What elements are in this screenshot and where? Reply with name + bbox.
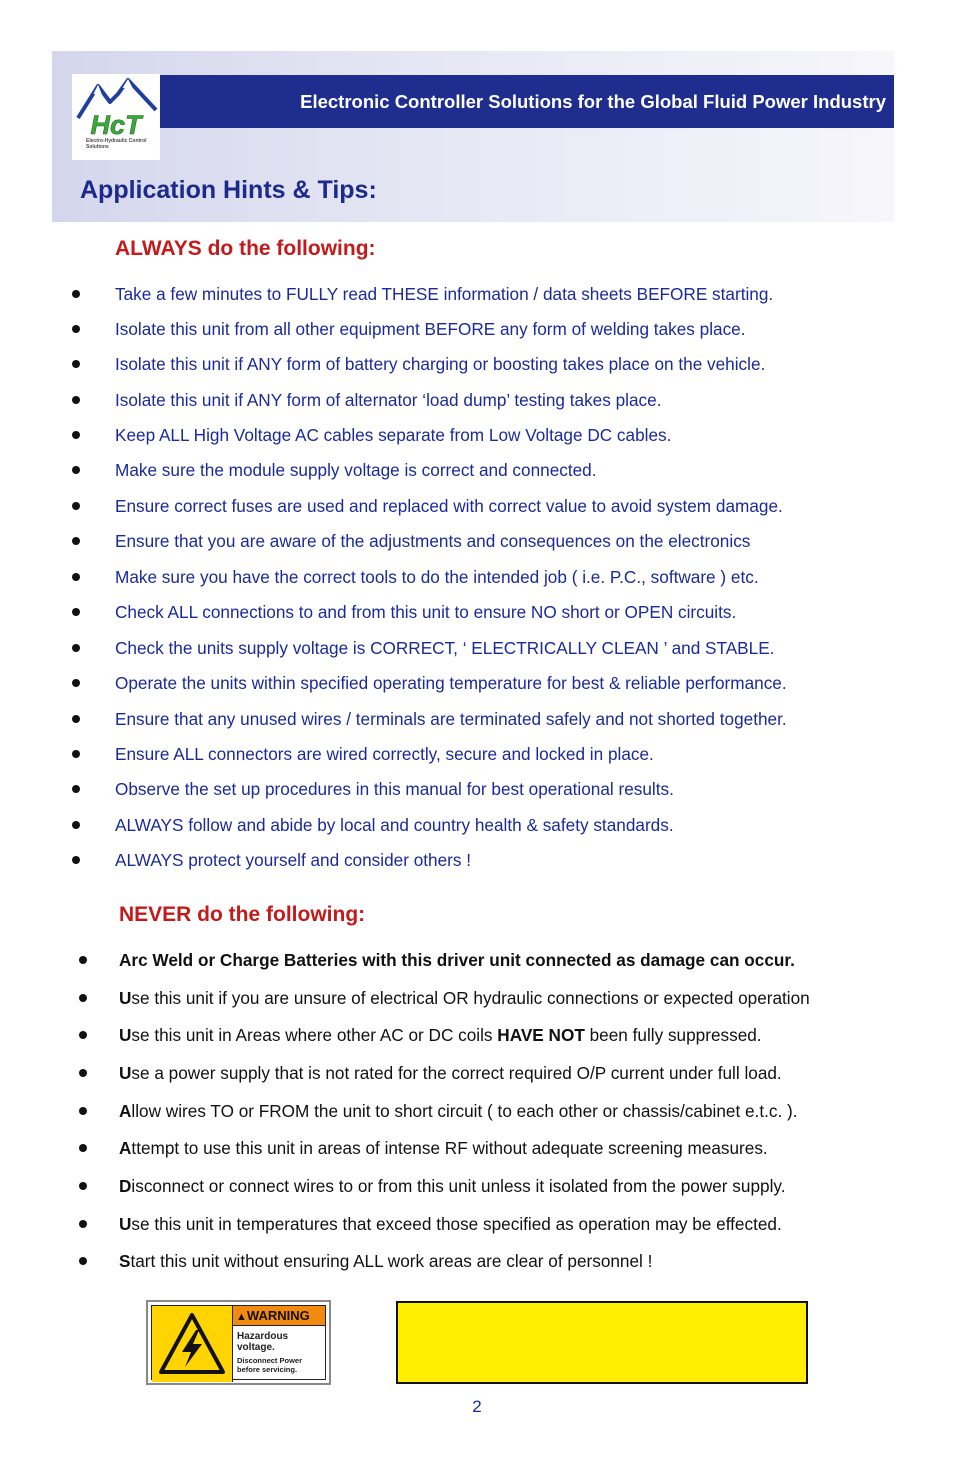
list-item	[0, 600, 920, 624]
bullet-icon	[72, 360, 80, 368]
bullet-icon	[72, 608, 80, 616]
list-item	[0, 948, 940, 972]
tagline-bar	[160, 75, 894, 128]
list-item-rest: tart this unit without ensuring ALL work areas are clear of personnel !	[130, 1251, 653, 1271]
list-item	[0, 813, 920, 837]
list-item-text: Ensure ALL connectors are wired correctly, secure and locked in place.	[115, 744, 654, 764]
list-item	[0, 707, 920, 731]
initial-letter: U	[119, 1063, 132, 1083]
list-item	[0, 1099, 940, 1123]
bullet-icon	[72, 679, 80, 687]
warning-heading-text: WARNING	[246, 1308, 310, 1323]
list-item-text	[119, 988, 810, 1009]
list-item-rest: llow wires TO or FROM the unit to short circuit ( to each other or chassis/cabinet e.t.c. ).	[131, 1101, 798, 1121]
list-item-text	[119, 1214, 782, 1235]
list-item	[0, 636, 920, 660]
list-item-text: Make sure you have the correct tools to do the intended job ( i.e. P.C., software ) etc.	[115, 567, 759, 587]
bullet-icon	[72, 750, 80, 758]
list-item-text: Isolate this unit from all other equipment BEFORE any form of welding takes place.	[115, 319, 746, 339]
list-item	[0, 529, 920, 553]
always-heading: ALWAYS do the following:	[115, 237, 376, 260]
list-item	[0, 671, 920, 695]
initial-letter: U	[119, 988, 132, 1008]
yellow-notice-box	[396, 1301, 808, 1384]
initial-letter: S	[119, 1251, 131, 1271]
initial-letter: A	[119, 1101, 132, 1121]
bullet-icon	[79, 956, 87, 964]
bullet-icon	[72, 502, 80, 510]
bullet-icon	[72, 715, 80, 723]
list-item-text: Isolate this unit if ANY form of battery charging or boosting takes place on the vehicle.	[115, 354, 766, 374]
warning-text-secondary: Disconnect Power before servicing.	[237, 1356, 303, 1374]
list-item	[0, 423, 920, 447]
bullet-icon	[72, 785, 80, 793]
list-item	[0, 742, 920, 766]
list-item-rest: ttempt to use this unit in areas of intense RF without adequate screening measures.	[131, 1138, 768, 1158]
bullet-icon	[72, 466, 80, 474]
list-item	[0, 1136, 940, 1160]
list-item-text	[119, 1063, 782, 1084]
list-item-rest: se this unit if you are unsure of electrical OR hydraulic connections or expected operation	[131, 988, 810, 1008]
list-item	[0, 282, 920, 306]
warning-triangle-icon: ▲	[236, 1311, 247, 1323]
list-item	[0, 1174, 940, 1198]
list-item-text: Ensure that any unused wires / terminals are terminated safely and not shorted together.	[115, 709, 787, 729]
bullet-icon	[79, 1069, 87, 1077]
list-item-text: Isolate this unit if ANY form of alternator ‘load dump’ testing takes place.	[115, 390, 662, 410]
initial-letter: D	[119, 1176, 132, 1196]
list-item-text: Ensure correct fuses are used and replaced with correct value to avoid system damage.	[115, 496, 783, 516]
list-item-text: Make sure the module supply voltage is correct and connected.	[115, 460, 597, 480]
never-heading: NEVER do the following:	[119, 903, 366, 926]
bullet-icon	[72, 537, 80, 545]
warning-text-primary: Hazardous voltage.	[237, 1331, 289, 1353]
electric-shock-icon	[158, 1312, 226, 1376]
list-item-text: Keep ALL High Voltage AC cables separate from Low Voltage DC cables.	[115, 425, 672, 445]
warning-heading	[233, 1306, 325, 1326]
bullet-icon	[79, 994, 87, 1002]
list-item	[0, 494, 920, 518]
list-item-text: Check the units supply voltage is CORRECT, ‘ ELECTRICALLY CLEAN ’ and STABLE.	[115, 638, 775, 658]
warning-icon-panel	[152, 1306, 233, 1382]
bullet-icon	[79, 1107, 87, 1115]
list-item-text: Arc Weld or Charge Batteries with this driver unit connected as damage can occur.	[119, 950, 795, 970]
list-item-text: ALWAYS protect yourself and consider others !	[115, 850, 472, 870]
list-item	[0, 777, 920, 801]
list-item-mid: se this unit in Areas where other AC or DC coils	[131, 1025, 498, 1045]
list-item	[0, 1249, 940, 1273]
bullet-icon	[72, 644, 80, 652]
list-item	[0, 352, 920, 376]
bullet-icon	[72, 290, 80, 298]
company-logo	[72, 74, 160, 160]
list-item	[0, 565, 920, 589]
bullet-icon	[79, 1144, 87, 1152]
list-item	[0, 986, 940, 1010]
initial-letter: U	[119, 1025, 132, 1045]
list-item-text: Observe the set up procedures in this manual for best operational results.	[115, 779, 674, 799]
bullet-icon	[72, 396, 80, 404]
emphasis-text: HAVE NOT	[497, 1025, 585, 1045]
list-item-text: Check ALL connections to and from this unit to ensure NO short or OPEN circuits.	[115, 602, 737, 622]
list-item-text	[119, 1251, 652, 1272]
bullet-icon	[79, 1031, 87, 1039]
list-item	[0, 1212, 940, 1236]
bullet-icon	[72, 573, 80, 581]
list-item-rest: been fully suppressed.	[584, 1025, 762, 1045]
list-item-rest: se a power supply that is not rated for the correct required O/P current under full load.	[131, 1063, 782, 1083]
hazardous-voltage-warning-label	[146, 1300, 331, 1385]
list-item	[0, 1023, 940, 1047]
list-item-text: Take a few minutes to FULLY read THESE information / data sheets BEFORE starting.	[115, 284, 774, 304]
logo-text: HcT	[90, 110, 142, 140]
list-item	[0, 1061, 940, 1085]
list-item	[0, 388, 920, 412]
list-item	[0, 848, 920, 872]
bullet-icon	[79, 1257, 87, 1265]
warning-label-frame	[151, 1305, 326, 1380]
list-item	[0, 317, 920, 341]
initial-letter: A	[119, 1138, 132, 1158]
list-item-rest: se this unit in temperatures that exceed those specified as operation may be effected.	[131, 1214, 782, 1234]
bullet-icon	[72, 856, 80, 864]
list-item-text	[119, 1025, 762, 1046]
list-item-text	[119, 1138, 768, 1159]
list-item-text: Operate the units within specified operating temperature for best & reliable performance.	[115, 673, 787, 693]
list-item-text	[119, 1101, 798, 1122]
page-title: Application Hints & Tips:	[80, 176, 377, 204]
page-number: 2	[472, 1397, 482, 1416]
list-item	[0, 458, 920, 482]
list-item-text: Ensure that you are aware of the adjustments and consequences on the electronics	[115, 531, 751, 551]
initial-letter: U	[119, 1214, 132, 1234]
bullet-icon	[72, 431, 80, 439]
logo-subtext: Electro-Hydraulic Control Solutions	[86, 138, 147, 150]
bullet-icon	[72, 821, 80, 829]
tagline: Electronic Controller Solutions for the Global Fluid Power Industry	[300, 90, 886, 112]
bullet-icon	[79, 1182, 87, 1190]
list-item-text	[119, 1176, 785, 1197]
list-item-text: ALWAYS follow and abide by local and country health & safety standards.	[115, 815, 674, 835]
list-item-rest: isconnect or connect wires to or from this unit unless it isolated from the power supply.	[131, 1176, 786, 1196]
bullet-icon	[72, 325, 80, 333]
bullet-icon	[79, 1220, 87, 1228]
